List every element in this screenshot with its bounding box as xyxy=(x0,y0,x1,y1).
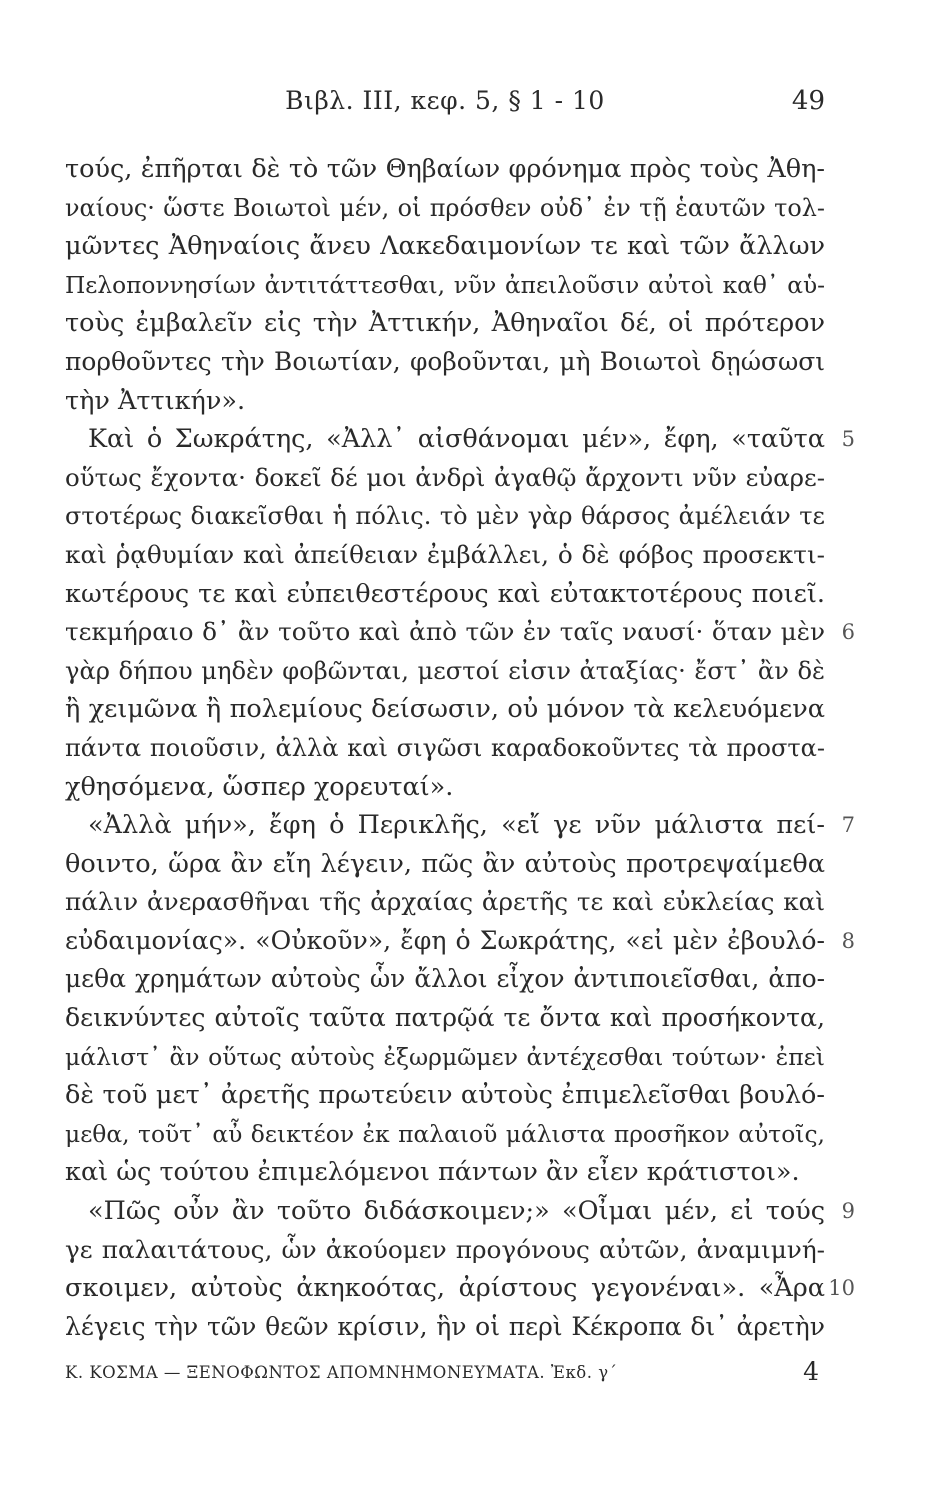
text-line: Πελοποννησίων ἀντιτάττεσθαι, νῦν ἀπειλοῦσιν αὐτοὶ καθ᾽ αὑ- xyxy=(65,271,825,299)
signature-text: Κ. ΚΟΣΜΑ — ΞΕΝΟΦΩΝΤΟΣ ΑΠΟΜΝΗΜΟΝΕΥΜΑΤΑ. Ἐκδ. γ´ xyxy=(65,1363,618,1382)
page-number: 49 xyxy=(791,86,825,116)
section-number: 9 xyxy=(841,1199,855,1224)
text-line: «Πῶς οὖν ἂν τοῦτο διδάσκοιμεν;» «Οἶμαι μέν, εἰ τούς 9 xyxy=(65,1192,825,1231)
section-number: 8 xyxy=(841,928,855,953)
text-line: μάλιστ᾽ ἂν οὕτως αὐτοὺς ἐξωρμῶμεν ἀντέχεσθαι τούτων· ἐπεὶ xyxy=(65,1042,825,1071)
text-line: καὶ ὡς τούτου ἐπιμελόμενοι πάντων ἂν εἶεν κράτιστοι». xyxy=(65,1157,800,1188)
text-line: γὰρ δήπου μηδὲν φοβῶνται, μεστοί εἰσιν ἀταξίας· ἔστ᾽ ἂν δὲ xyxy=(65,656,825,685)
text-line: μῶντες Ἀθηναίοις ἄνευ Λακεδαιμονίων τε καὶ τῶν ἄλλων xyxy=(65,231,825,262)
text-line: εὐδαιμονίας». «Οὐκοῦν», ἔφη ὁ Σωκράτης, «εἰ μὲν ἐβουλό- 8 xyxy=(65,922,825,961)
text-line: δεικνύντες αὐτοῖς ταῦτα πατρῷά τε ὄντα καὶ προσήκοντα, xyxy=(65,1003,825,1033)
text-line: στοτέρως διακεῖσθαι ἡ πόλις. τὸ μὲν γὰρ θάρσος ἀμέλειάν τε xyxy=(65,502,825,531)
text-line: δὲ τοῦ μετ᾽ ἀρετῆς πρωτεύειν αὐτοὺς ἐπιμελεῖσθαι βουλό- xyxy=(65,1080,825,1111)
section-number: 6 xyxy=(841,620,855,645)
running-head xyxy=(65,86,825,126)
section-number: 7 xyxy=(841,813,855,838)
running-title: Βιβλ. III, κεφ. 5, § 1 - 10 xyxy=(285,86,605,115)
text-line: ναίους· ὥστε Βοιωτοὶ μέν, οἱ πρόσθεν οὐδ᾽ ἐν τῇ ἑαυτῶν τολ- xyxy=(65,193,825,222)
body-text xyxy=(65,150,855,1346)
text-line: γε παλαιτάτους, ὧν ἀκούομεν προγόνους αὐτῶν, ἀναμιμνή- xyxy=(65,1234,825,1264)
text-line: πάλιν ἀνερασθῆναι τῆς ἀρχαίας ἀρετῆς τε καὶ εὐκλείας καὶ xyxy=(65,887,825,917)
text-line: τεκμήραιο δ᾽ ἂν τοῦτο καὶ ἀπὸ τῶν ἐν ταῖς ναυσί· ὅταν μὲν 6 xyxy=(65,613,825,652)
signature-footer xyxy=(65,1357,825,1393)
text-line: Καὶ ὁ Σωκράτης, «Ἀλλ᾽ αἰσθάνομαι μέν», ἔφη, «ταῦτα 5 xyxy=(65,420,825,459)
text-line: οὕτως ἔχοντα· δοκεῖ δέ μοι ἀνδρὶ ἀγαθῷ ἄρχοντι νῦν εὐαρε- xyxy=(65,462,825,492)
text-line: μεθα χρημάτων αὐτοὺς ὧν ἄλλοι εἶχον ἀντιποιεῖσθαι, ἀπο- xyxy=(65,964,825,994)
text-line: τοὺς ἐμβαλεῖν εἰς τὴν Ἀττικήν, Ἀθηναῖοι δέ, οἱ πρότερον xyxy=(65,308,825,339)
text-line: σκοιμεν, αὐτοὺς ἀκηκοότας, ἀρίστους γεγονέναι». «Ἆρα 10 xyxy=(65,1269,825,1308)
text-line: τούς, ἐπῆρται δὲ τὸ τῶν Θηβαίων φρόνημα πρὸς τοὺς Ἀθη- xyxy=(65,154,825,184)
section-number: 5 xyxy=(841,427,855,452)
text-line: πάντα ποιοῦσιν, ἀλλὰ καὶ σιγῶσι καραδοκοῦντες τὰ προστα- xyxy=(65,733,825,762)
text-line: ἢ χειμῶνα ἢ πολεμίους δείσωσιν, οὐ μόνον τὰ κελευόμενα xyxy=(65,694,825,725)
text-line: «Ἀλλὰ μήν», ἔφη ὁ Περικλῆς, «εἴ γε νῦν μάλιστα πεί- 7 xyxy=(65,806,825,845)
text-line: καὶ ῥᾳθυμίαν καὶ ἀπείθειαν ἐμβάλλει, ὁ δὲ φόβος προσεκτι- xyxy=(65,539,825,569)
text-line: θοιντο, ὥρα ἂν εἴη λέγειν, πῶς ἂν αὐτοὺς προτρεψαίμεθα xyxy=(65,848,825,879)
text-line: τὴν Ἀττικήν». xyxy=(65,385,246,416)
text-line: χθησόμενα, ὥσπερ χορευταί». xyxy=(65,771,454,802)
text-line: λέγεις τὴν τῶν θεῶν κρίσιν, ἣν οἱ περὶ Κέκροπα δι᾽ ἀρετὴν xyxy=(65,1311,825,1341)
signature-mark: 4 xyxy=(803,1357,819,1386)
text-line: κωτέρους τε καὶ εὐπειθεστέρους καὶ εὐτακτοτέρους ποιεῖ. xyxy=(65,578,825,609)
text-line: μεθα, τοῦτ᾽ αὖ δεικτέον ἐκ παλαιοῦ μάλιστα προσῆκον αὐτοῖς, xyxy=(65,1119,825,1148)
text-line: πορθοῦντες τὴν Βοιωτίαν, φοβοῦνται, μὴ Βοιωτοὶ δῃώσωσι xyxy=(65,346,825,376)
section-number: 10 xyxy=(828,1276,855,1301)
